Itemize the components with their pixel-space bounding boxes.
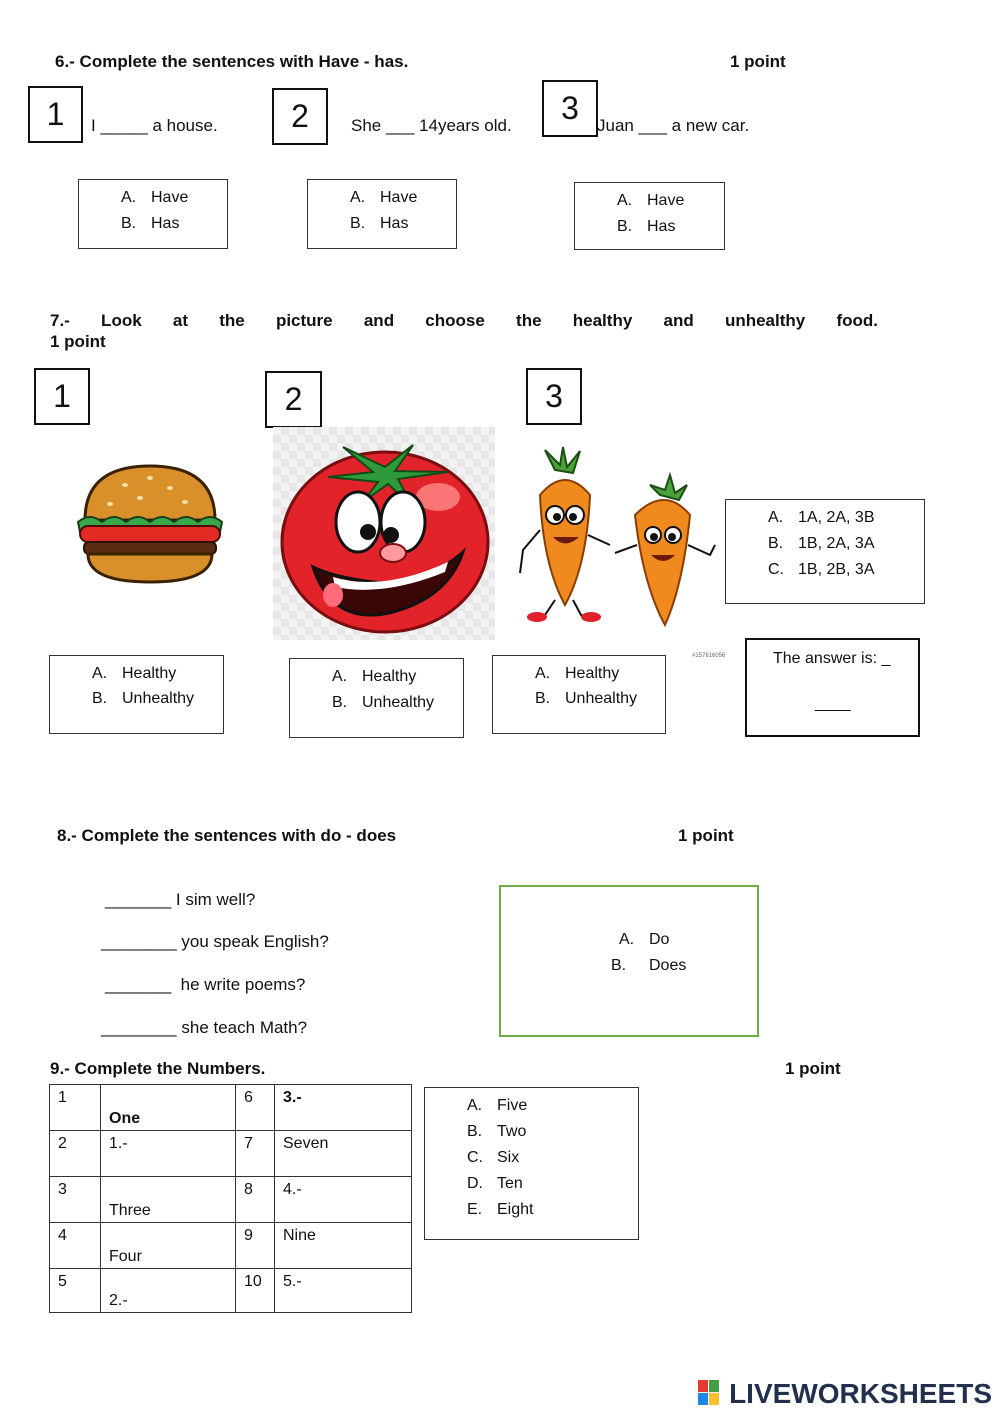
option-text: 1B, 2B, 3A [798,561,875,578]
option-letter: B. [121,215,137,232]
q7-item2-options [289,658,464,738]
word-text: 2.- [109,1292,128,1309]
option-b[interactable] [467,1123,526,1141]
table-row [50,1269,412,1313]
q7-item3-number: 3 [526,368,582,425]
word-cell: Seven [275,1131,412,1177]
option-letter: A. [121,189,137,206]
q7-points: 1 point [50,332,106,351]
sentence-text: I sim well? [175,890,256,909]
option-text: Have [151,189,189,206]
option-letter: B. [467,1123,483,1140]
word-cell: Nine [275,1223,412,1269]
option-text: Have [380,189,418,206]
option-text: Two [497,1123,527,1140]
option-letter: D. [467,1175,483,1192]
number-cell: 6 [236,1085,275,1131]
combo-option-a[interactable] [768,509,875,527]
option-text: Healthy [122,665,177,682]
q6-heading: 6.- Complete the sentences with Have - has. [55,52,409,71]
combo-option-c[interactable] [768,561,875,579]
burger-image [70,460,230,590]
q9-heading: 9.- Complete the Numbers. [50,1059,266,1078]
numbers-table [49,1084,412,1313]
option-a[interactable] [92,665,176,683]
word-cell [101,1177,236,1223]
q6-item3-options [574,182,725,250]
option-text: Ten [497,1175,523,1192]
blank[interactable]: _______ [105,890,172,909]
option-a[interactable] [619,931,669,949]
option-text: Unhealthy [122,690,195,707]
word-text: One [109,1110,141,1127]
word-cell[interactable]: 4.- [275,1177,412,1223]
option-a[interactable] [350,189,417,207]
option-b[interactable] [535,690,637,708]
word-cell[interactable]: 5.- [275,1269,412,1313]
option-letter: A. [768,509,784,526]
option-d[interactable] [467,1175,523,1193]
q8-sentence-1 [105,890,255,910]
q8-points: 1 point [678,826,734,845]
liveworksheets-logo-icon [698,1380,720,1406]
q7-combo-options [725,499,925,604]
q8-options [499,885,759,1037]
option-text: Eight [497,1201,534,1218]
word-cell[interactable] [101,1269,236,1313]
option-a[interactable] [467,1097,527,1115]
q9-points: 1 point [785,1059,841,1078]
word-cell [101,1223,236,1269]
q8-heading: 8.- Complete the sentences with do - does [57,826,397,845]
option-letter: B. [92,690,108,707]
option-a[interactable] [332,668,416,686]
option-b[interactable] [350,215,408,233]
number-cell: 1 [50,1085,101,1131]
option-text: Healthy [565,665,620,682]
number-cell: 2 [50,1131,101,1177]
q8-sentence-2 [101,932,329,952]
q7-item3-options [492,655,666,734]
table-row [50,1085,412,1131]
option-a[interactable] [617,192,684,210]
option-text: Unhealthy [362,694,435,711]
option-b[interactable] [121,215,179,233]
option-letter: B. [332,694,348,711]
option-text: Has [380,215,409,232]
q6-item1-number: 1 [28,86,83,143]
option-text: Has [647,218,676,235]
number-cell: 10 [236,1269,275,1313]
option-text: Does [649,957,687,974]
q6-item3-number: 3 [542,80,598,137]
word-cell[interactable]: 3.- [275,1085,412,1131]
option-b[interactable] [92,690,194,708]
number-cell: 3 [50,1177,101,1223]
option-letter: B. [535,690,551,707]
tomato-image [273,427,495,640]
q6-item1-sentence: I _____ a house. [91,116,218,135]
option-letter: A. [619,931,635,948]
blank[interactable]: ________ [101,1018,177,1037]
word-cell [101,1085,236,1131]
q7-item1-number: 1 [34,368,90,425]
option-letter: C. [768,561,784,578]
option-c[interactable] [467,1149,519,1167]
combo-option-b[interactable] [768,535,875,553]
option-letter: E. [467,1201,483,1218]
option-b[interactable] [617,218,675,236]
carrots-image [515,445,720,630]
q6-item2-options [307,179,457,249]
option-a[interactable] [121,189,188,207]
q6-item3-sentence: Juan ___ a new car. [597,116,750,135]
option-letter: B. [611,957,627,974]
word-cell[interactable]: 1.- [101,1131,236,1177]
q8-sentence-3 [105,975,305,995]
option-letter: B. [350,215,366,232]
option-letter: A. [467,1097,483,1114]
option-letter: A. [350,189,366,206]
option-letter: C. [467,1149,483,1166]
option-letter: A. [617,192,633,209]
table-row [50,1223,412,1269]
table-row [50,1131,412,1177]
blank[interactable]: _______ [105,975,172,994]
option-a[interactable] [535,665,619,683]
word-text: Three [109,1202,151,1219]
option-text: Six [497,1149,520,1166]
option-b[interactable] [611,957,686,975]
option-text: 1A, 2A, 3B [798,509,875,526]
option-text: Has [151,215,180,232]
option-b[interactable] [332,694,434,712]
option-letter: B. [768,535,784,552]
option-letter: A. [535,665,551,682]
q8-sentence-4 [101,1018,307,1038]
image-code: #157616056 [692,653,726,659]
sentence-text: you speak English? [181,932,329,951]
option-text: Do [649,931,670,948]
option-text: Unhealthy [565,690,638,707]
q7-answer-box [745,638,920,737]
liveworksheets-logo-text: LIVEWORKSHEETS [729,1378,992,1409]
q6-item2-number: 2 [272,88,328,145]
number-cell: 4 [50,1223,101,1269]
number-cell: 8 [236,1177,275,1223]
q6-item2-sentence: She ___ 14years old. [351,116,512,135]
option-text: Have [647,192,685,209]
word-text: Four [109,1248,142,1265]
sentence-text: he write poems? [180,975,306,994]
sentence-text: she teach Math? [181,1018,308,1037]
blank[interactable]: ________ [101,932,177,951]
option-text: Healthy [362,668,417,685]
number-cell: 5 [50,1269,101,1313]
q9-options [424,1087,639,1240]
option-e[interactable] [467,1201,533,1219]
option-letter: B. [617,218,633,235]
q7-item2-number: 2 [265,371,322,428]
answer-blank[interactable]: ____ [815,695,851,712]
q7-heading: 7.- Look at the picture and choose the healthy and unhealthy food. [50,311,878,330]
q7-item1-options [49,655,224,734]
table-row [50,1177,412,1223]
option-text: 1B, 2A, 3A [798,535,875,552]
option-letter: A. [92,665,108,682]
q6-item1-options [78,179,228,249]
answer-label: The answer is: _ [773,650,891,667]
q6-points: 1 point [730,52,786,71]
number-cell: 7 [236,1131,275,1177]
option-text: Five [497,1097,528,1114]
number-cell: 9 [236,1223,275,1269]
option-letter: A. [332,668,348,685]
